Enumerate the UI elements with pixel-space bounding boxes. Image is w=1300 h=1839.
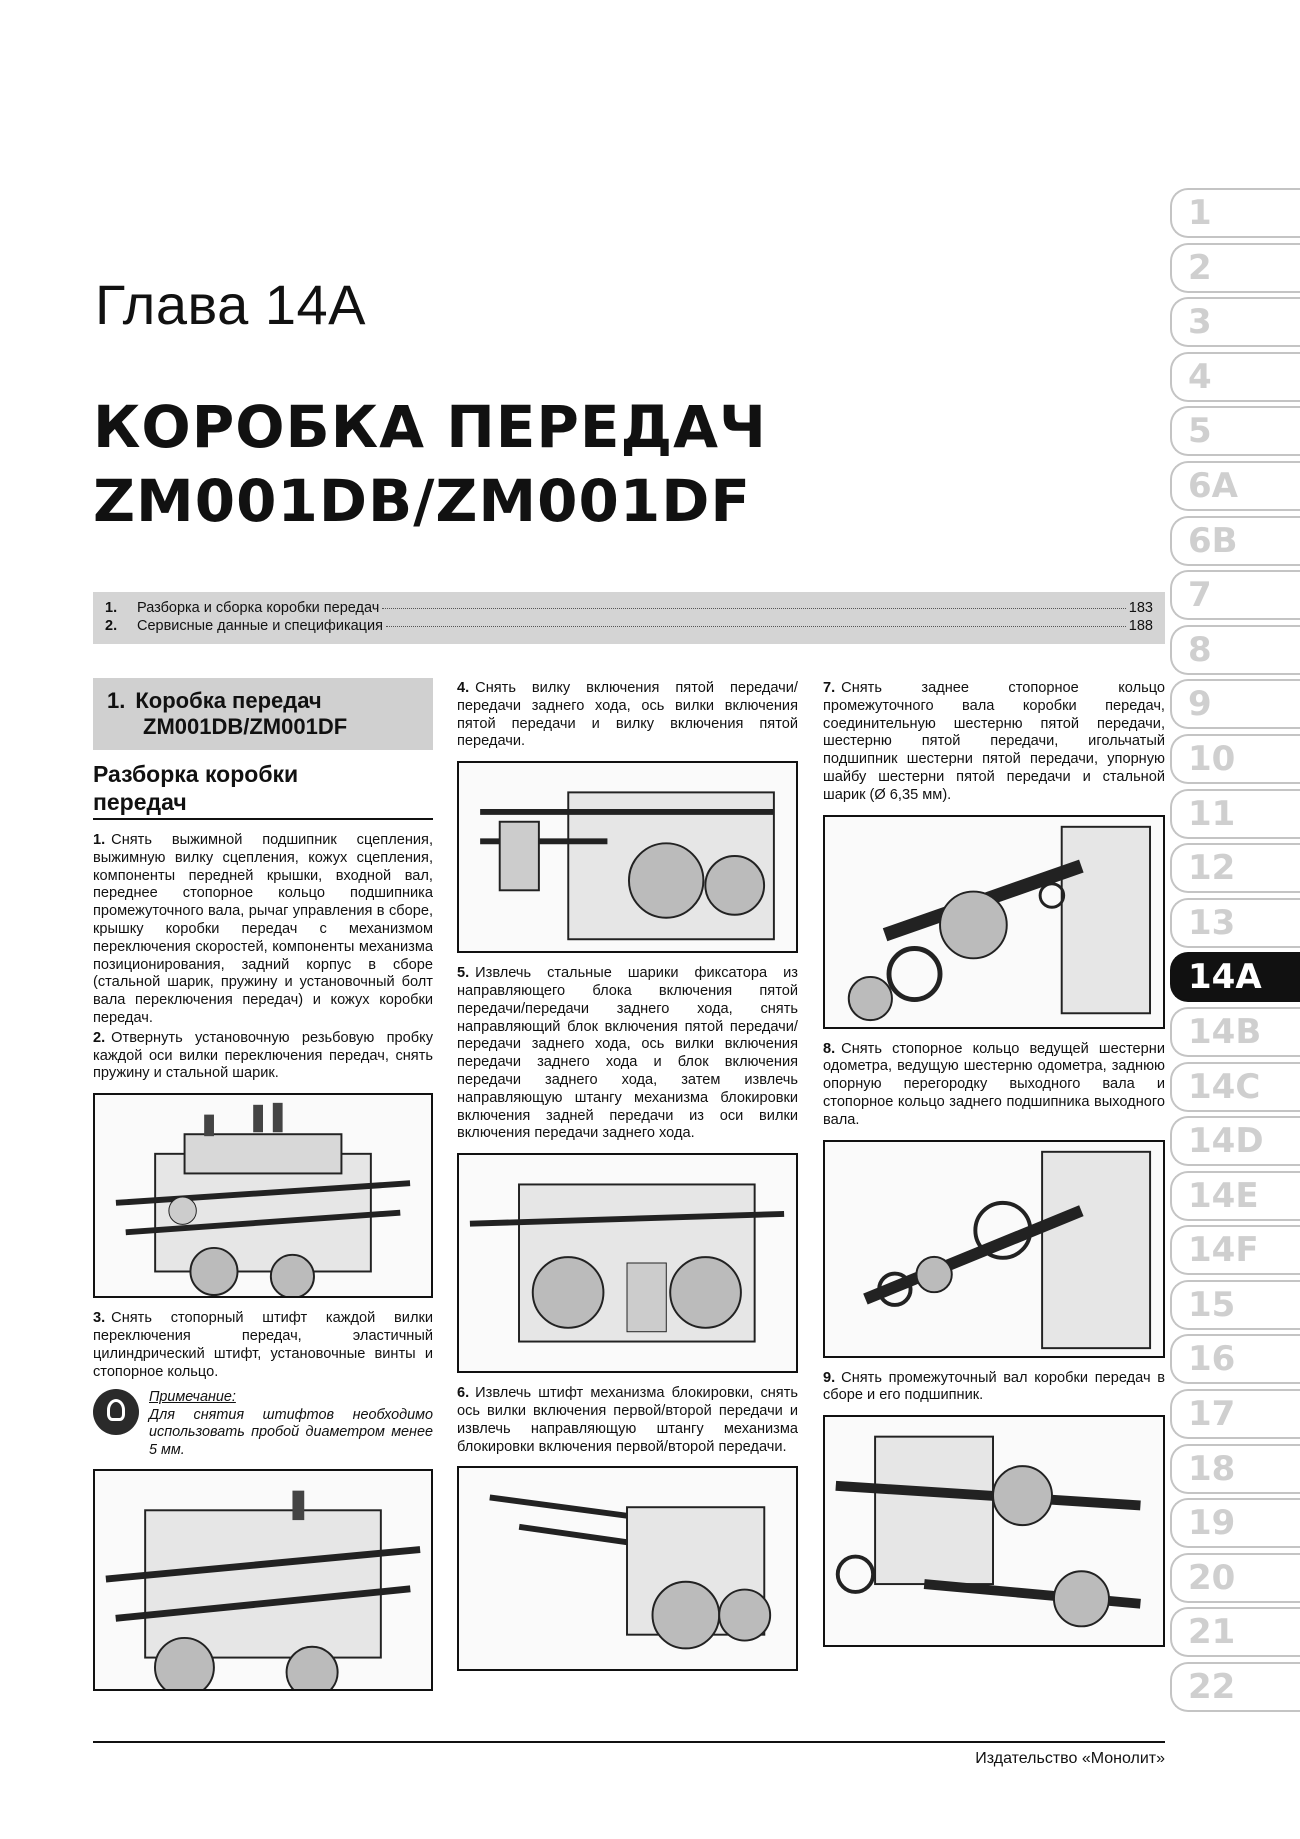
step-text: Снять выжимной подшипник сцепления, выжимную вилку сцепления, кожух сцепления, компоненты передней крышки, входной вал, переднее стопорное кольцо подшипника промежуточного вала, рычаг управления в сборе, крышку коробки передач с механизмом переключения скоростей, компоненты механизма позиционирования, задний корпус в сборе (стальной шарик, пружину и установочный болт вала переключения передач) и кожух коробки передач.	[93, 832, 433, 1026]
chapter-tab-20[interactable]: 20	[1170, 1553, 1300, 1603]
toc-page: 188	[1128, 618, 1153, 634]
chapter-tab-14f[interactable]: 14F	[1170, 1225, 1300, 1275]
step-text: Отвернуть установочную резьбовую пробку каждой оси вилки переключения передач, снять пружину и стальной шарик.	[93, 1029, 433, 1082]
title-line-1: КОРОБКА ПЕРЕДАЧ	[93, 393, 767, 461]
gearbox-drawing-1	[95, 1095, 431, 1296]
step-6	[457, 1385, 798, 1456]
step-5	[457, 965, 798, 1143]
chapter-tab-4[interactable]: 4	[1170, 352, 1300, 402]
gearbox-drawing-3	[95, 1471, 431, 1689]
chapter-heading: Глава 14A	[95, 273, 366, 336]
section-title-line-1: Коробка передач	[135, 688, 322, 713]
chapter-tab-21[interactable]: 21	[1170, 1607, 1300, 1657]
column-3	[823, 680, 1165, 1659]
chapter-tab-10[interactable]: 10	[1170, 734, 1300, 784]
step-8	[823, 1041, 1165, 1130]
chapter-tab-2[interactable]: 2	[1170, 243, 1300, 293]
figure-reverse-gear-block	[457, 1153, 798, 1373]
step-number: 5.	[457, 965, 470, 982]
figure-fifth-gear-parts	[823, 815, 1165, 1029]
gearbox-drawing-5	[459, 1155, 796, 1371]
figure-countershaft	[823, 1415, 1165, 1647]
step-text: Снять вилку включения пятой передачи/передачи заднего хода, ось вилки включения пятой передачи и вилку включения пятой передачи.	[457, 680, 798, 750]
figure-first-second-fork	[457, 1466, 798, 1671]
step-number: 7.	[823, 680, 836, 696]
chapter-tab-17[interactable]: 17	[1170, 1389, 1300, 1439]
subheading-line-2: передач	[93, 789, 187, 815]
chapter-tab-19[interactable]: 19	[1170, 1498, 1300, 1548]
step-number: 2.	[93, 1029, 106, 1046]
chapter-tab-1[interactable]: 1	[1170, 188, 1300, 238]
step-text: Извлечь штифт механизма блокировки, снять ось вилки включения первой/второй передачи и извлечь направляющую штангу механизма блокировки включения первой/второй передачи.	[457, 1385, 798, 1455]
chapter-tab-8[interactable]: 8	[1170, 625, 1300, 675]
chapter-tab-14e[interactable]: 14E	[1170, 1171, 1300, 1221]
step-text: Снять стопорное кольцо ведущей шестерни одометра, ведущую шестерню одометра, заднюю опорную перегородку выходного вала и стопорное кольцо заднего подшипника выходного вала.	[823, 1040, 1165, 1128]
toc-row[interactable]	[105, 618, 1153, 636]
gearbox-drawing-8	[825, 1142, 1163, 1356]
note-body	[149, 1389, 433, 1459]
page-title	[93, 390, 767, 538]
figure-pins-removal	[93, 1469, 433, 1691]
figure-odometer-gear	[823, 1140, 1165, 1358]
step-number: 9.	[823, 1369, 836, 1386]
chapter-tab-22[interactable]: 22	[1170, 1662, 1300, 1712]
chapter-tabs	[1170, 188, 1300, 1717]
section-heading-box	[93, 678, 433, 750]
subheading	[93, 760, 433, 820]
toc-page: 183	[1128, 600, 1153, 616]
step-text: Снять стопорный штифт каждой вилки переключения передач, эластичный цилиндрический штифт, установочные винты и стопорное кольцо.	[93, 1310, 433, 1380]
chapter-tab-6a[interactable]: 6A	[1170, 461, 1300, 511]
chapter-tab-18[interactable]: 18	[1170, 1444, 1300, 1494]
step-7	[823, 680, 1165, 805]
chapter-tab-11[interactable]: 11	[1170, 789, 1300, 839]
publisher-label: Издательство «Монолит»	[975, 1750, 1165, 1767]
step-2	[93, 1030, 433, 1083]
step-text: Снять промежуточный вал коробки передач в сборе и его подшипник.	[823, 1369, 1165, 1404]
note-text: Для снятия штифтов необходимо использовать пробой диаметром менее 5 мм.	[149, 1406, 433, 1458]
step-3	[93, 1310, 433, 1381]
column-2	[457, 680, 798, 1683]
table-of-contents	[93, 592, 1165, 644]
gearbox-drawing-9	[825, 1417, 1163, 1645]
column-1	[93, 678, 433, 1703]
gearbox-drawing-6	[459, 1468, 796, 1669]
title-line-2: ZM001DB/ZM001DF	[93, 467, 751, 535]
footer-divider	[93, 1741, 1165, 1743]
chapter-tab-16[interactable]: 16	[1170, 1334, 1300, 1384]
step-text: Извлечь стальные шарики фиксатора из направляющего блока включения пятой передачи/передачи заднего хода, снять направляющий блок включения пятой передачи/передачи заднего хода, ось вилки включения передачи заднего хода и блок включения передачи заднего хода, затем извлечь направляющую штангу механизма блокировки включения задней передачи из оси вилки включения передачи заднего хода.	[457, 965, 798, 1142]
toc-number: 2.	[105, 618, 118, 634]
toc-number: 1.	[105, 600, 118, 616]
step-number: 8.	[823, 1040, 836, 1057]
chapter-tab-14d[interactable]: 14D	[1170, 1116, 1300, 1166]
chapter-tab-12[interactable]: 12	[1170, 843, 1300, 893]
toc-text: Сервисные данные и спецификация	[137, 618, 383, 634]
chapter-tab-3[interactable]: 3	[1170, 297, 1300, 347]
subheading-line-1: Разборка коробки	[93, 761, 299, 787]
figure-shift-fork-plugs	[93, 1093, 433, 1298]
gearbox-drawing-4	[459, 763, 796, 951]
chapter-tab-15[interactable]: 15	[1170, 1280, 1300, 1330]
chapter-tab-14a-active[interactable]: 14A	[1170, 952, 1300, 1002]
chapter-tab-14c[interactable]: 14C	[1170, 1062, 1300, 1112]
step-4	[457, 680, 798, 751]
step-number: 3.	[93, 1310, 106, 1327]
chapter-tab-13[interactable]: 13	[1170, 898, 1300, 948]
chapter-tab-9[interactable]: 9	[1170, 679, 1300, 729]
toc-row[interactable]	[105, 600, 1153, 618]
note-block	[93, 1389, 433, 1459]
chapter-tab-7[interactable]: 7	[1170, 570, 1300, 620]
step-number: 4.	[457, 680, 470, 696]
toc-leader	[382, 608, 1126, 609]
step-number: 6.	[457, 1385, 470, 1402]
toc-leader	[386, 626, 1126, 627]
step-text: Снять заднее стопорное кольцо промежуточного вала коробки передач, соединительную шестерню пятой передачи, шестерню пятой передачи, игольчатый подшипник шестерни пятой передачи, упорную шайбу шестерни пятой передачи и стальной шарик (Ø 6,35 мм).	[823, 680, 1165, 803]
chapter-tab-14b[interactable]: 14B	[1170, 1007, 1300, 1057]
lightbulb-icon	[93, 1389, 139, 1435]
step-1	[93, 832, 433, 1028]
toc-text: Разборка и сборка коробки передач	[137, 600, 380, 616]
figure-fifth-gear-fork	[457, 761, 798, 953]
chapter-tab-5[interactable]: 5	[1170, 406, 1300, 456]
section-number: 1.	[107, 688, 126, 713]
step-number: 1.	[93, 832, 106, 848]
gearbox-drawing-7	[825, 817, 1163, 1027]
note-title: Примечание:	[149, 1389, 236, 1406]
chapter-tab-6b[interactable]: 6B	[1170, 516, 1300, 566]
section-title-line-2: ZM001DB/ZM001DF	[143, 714, 348, 739]
step-9	[823, 1370, 1165, 1406]
